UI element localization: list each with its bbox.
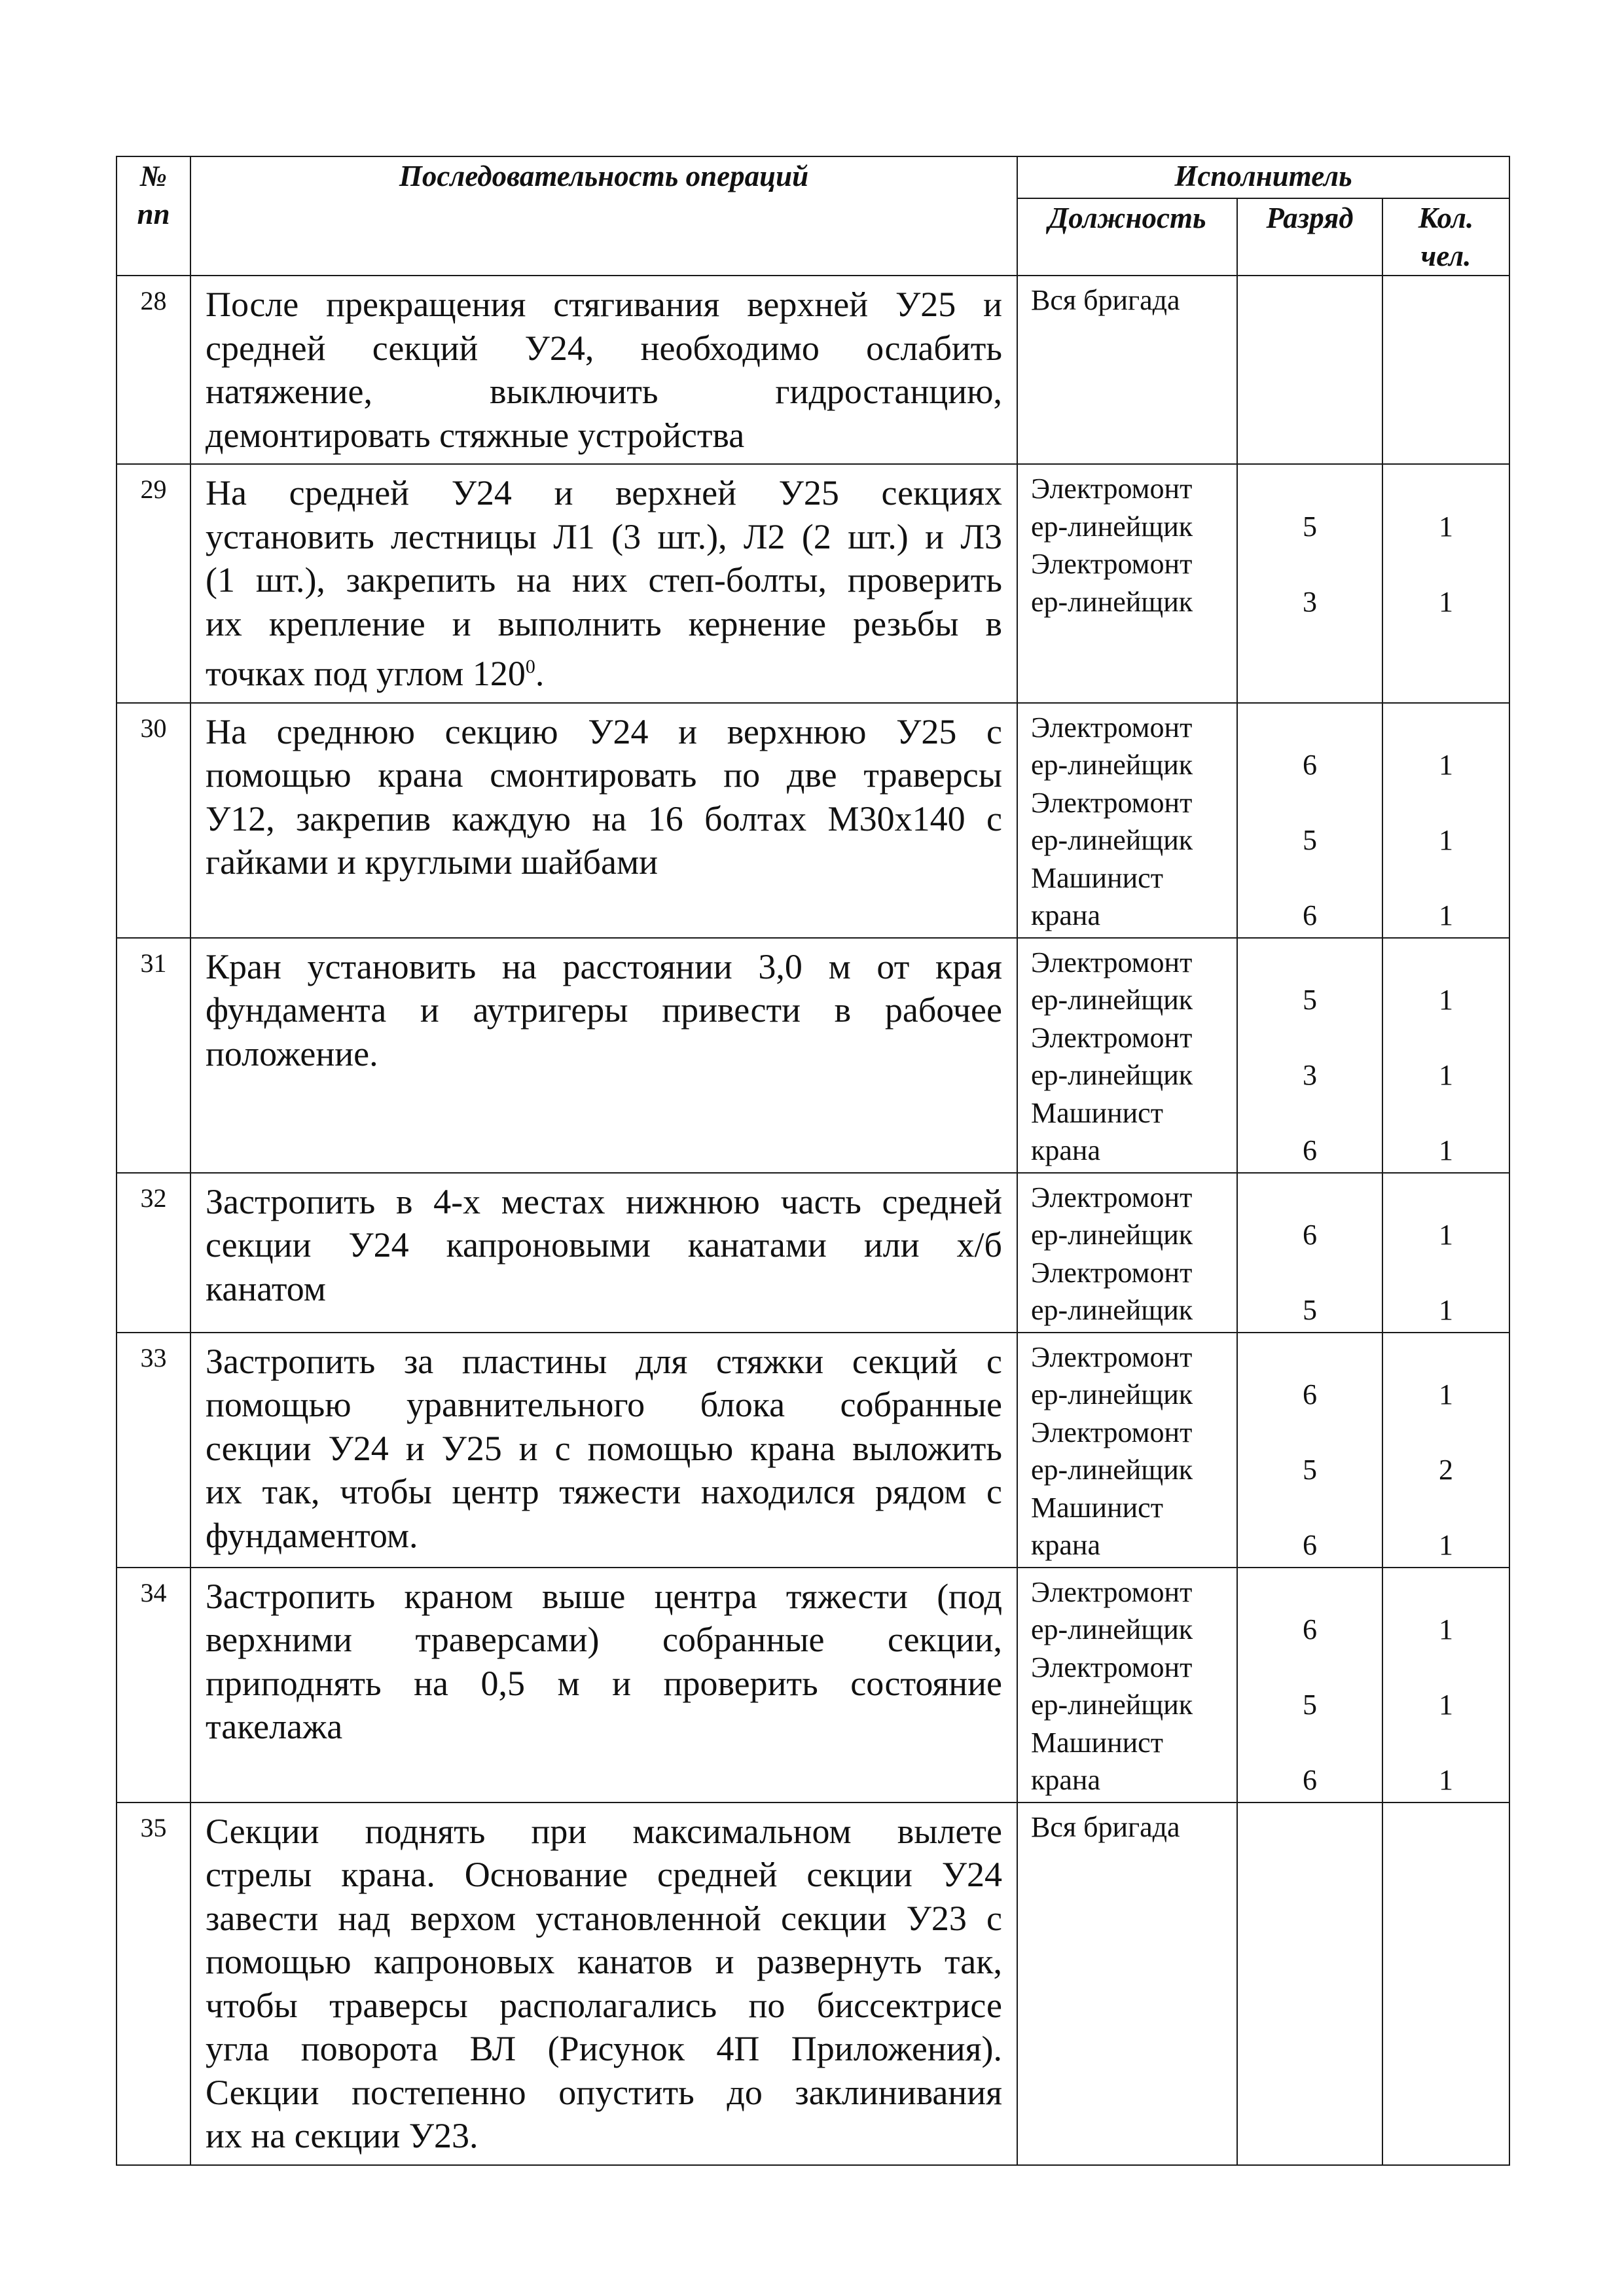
executor-grade-cell [1237, 1568, 1382, 1803]
operation-description [190, 703, 1017, 938]
executor-position: ер-линейщик [1031, 984, 1193, 1016]
executor-grade: 5 [1303, 510, 1317, 543]
executor-position: Электромонт [1031, 1021, 1193, 1054]
description-line: завести над верхом установленной секции У23 с [206, 1898, 1002, 1938]
executor-grade: 6 [1303, 1219, 1317, 1251]
executor-count [1383, 1573, 1509, 1611]
executor-count: 1 [1439, 585, 1454, 618]
header-position: Должность [1017, 198, 1237, 276]
table-row [117, 464, 1509, 703]
description-line: Застропить в 4-х местах нижнюю часть средней [206, 1181, 1002, 1221]
description-line: стрелы крана. Основание средней секции У24 [206, 1855, 1002, 1894]
description-line: секции У24 и У25 и с помощью крана выложить [206, 1428, 1002, 1468]
description-line: установить лестницы Л1 (3 шт.), Л2 (2 шт.) и Л3 [206, 516, 1002, 556]
description-line-tail: . [535, 654, 545, 693]
executor-position: Машинист [1031, 1491, 1163, 1524]
executor-position-cell [1017, 1803, 1237, 2165]
executor-position: Электромонт [1031, 1181, 1193, 1213]
row-number: 34 [117, 1568, 190, 1803]
table-row [117, 1173, 1509, 1333]
executor-position: ер-линейщик [1031, 1219, 1193, 1251]
executor-count: 1 [1439, 1219, 1454, 1251]
table-row [117, 1333, 1509, 1568]
operation-description [190, 1173, 1017, 1333]
executor-grade [1238, 1179, 1382, 1217]
operation-description [190, 1333, 1017, 1568]
description-line: верхними траверсами) собранные секции, [206, 1620, 1002, 1659]
executor-position: крана [1031, 1134, 1100, 1166]
description-line: Застропить краном выше центра тяжести (под [206, 1576, 1002, 1616]
executor-count [1383, 281, 1509, 319]
executor-count [1383, 1179, 1509, 1217]
executor-grade [1238, 1414, 1382, 1452]
executor-count-cell [1382, 703, 1509, 938]
header-num-sub: пп [137, 198, 170, 230]
executor-grade [1238, 1019, 1382, 1057]
executor-position: Электромонт [1031, 711, 1193, 744]
description-line: положение. [206, 1033, 378, 1073]
executor-grade [1238, 1808, 1382, 1846]
executor-count: 2 [1439, 1454, 1454, 1486]
executor-position: ер-линейщик [1031, 1378, 1193, 1410]
executor-position: Электромонт [1031, 1340, 1193, 1373]
executor-position: Машинист [1031, 1726, 1163, 1759]
executor-grade [1238, 1489, 1382, 1527]
executor-position: ер-линейщик [1031, 824, 1193, 856]
executor-count-cell [1382, 1568, 1509, 1803]
table-row [117, 1568, 1509, 1803]
executor-count [1383, 944, 1509, 982]
description-line: У12, закрепив каждую на 16 болтах М30х140 с [206, 798, 1002, 838]
executor-position-cell [1017, 276, 1237, 464]
executor-position-cell [1017, 1568, 1237, 1803]
executor-grade [1238, 784, 1382, 822]
executor-position: ер-линейщик [1031, 1613, 1193, 1645]
description-line: Секции постепенно опустить до заклинивания [206, 2072, 1002, 2112]
executor-grade-cell [1237, 1173, 1382, 1333]
executor-grade [1238, 281, 1382, 319]
executor-position: ер-линейщик [1031, 585, 1193, 618]
executor-count: 1 [1439, 899, 1454, 931]
executor-grade [1238, 944, 1382, 982]
executor-position: Электромонт [1031, 1651, 1193, 1683]
executor-grade [1238, 1649, 1382, 1687]
executor-position: ер-линейщик [1031, 749, 1193, 781]
executor-count: 1 [1439, 1764, 1454, 1796]
executor-count: 1 [1439, 510, 1454, 543]
description-line: их так, чтобы центр тяжести находился рядом с [206, 1472, 1002, 1511]
description-line: помощью капроновых канатов и развернуть так, [206, 1942, 1002, 1981]
description-line: канатом [206, 1268, 326, 1308]
description-line: секции У24 капроновыми канатами или х/б [206, 1225, 1002, 1265]
table-body [117, 276, 1509, 2165]
executor-count [1383, 1649, 1509, 1687]
executor-count [1383, 709, 1509, 747]
executor-grade-cell [1237, 703, 1382, 938]
executor-grade [1238, 1254, 1382, 1292]
operations-table [116, 156, 1510, 2166]
executor-grade: 5 [1303, 1294, 1317, 1326]
description-line: фундаментом. [206, 1515, 418, 1555]
executor-count [1383, 859, 1509, 897]
executor-position: Вся бригада [1031, 284, 1180, 316]
header-num: № [139, 160, 168, 192]
executor-position: Электромонт [1031, 1575, 1193, 1608]
superscript-degree: 0 [525, 656, 535, 677]
executor-position-cell [1017, 464, 1237, 703]
executor-grade-cell [1237, 276, 1382, 464]
executor-count-cell [1382, 1803, 1509, 2165]
row-number: 35 [117, 1803, 190, 2165]
header-count-cell [1382, 198, 1509, 276]
executor-count-cell [1382, 464, 1509, 703]
executor-position: Электромонт [1031, 786, 1193, 819]
executor-count [1383, 1254, 1509, 1292]
description-line: их на секции У23. [206, 2116, 478, 2155]
executor-position: ер-линейщик [1031, 510, 1193, 543]
description-line: Застропить за пластины для стяжки секций с [206, 1341, 1002, 1381]
header-num-cell [117, 156, 190, 276]
executor-position-cell [1017, 703, 1237, 938]
header-operations: Последовательность операций [190, 156, 1017, 276]
executor-count: 1 [1439, 984, 1454, 1016]
executor-position: Машинист [1031, 861, 1163, 894]
description-line: помощью крана смонтировать по две траверсы [206, 755, 1002, 795]
executor-position: ер-линейщик [1031, 1689, 1193, 1721]
description-line: На средней У24 и верхней У25 секциях [206, 473, 1002, 512]
executor-count [1383, 1489, 1509, 1527]
executor-position: крана [1031, 1529, 1100, 1561]
executor-position: Электромонт [1031, 548, 1193, 580]
operation-description [190, 276, 1017, 464]
executor-count [1383, 545, 1509, 583]
header-count: Кол. [1418, 202, 1474, 234]
description-line-text: точках под углом 120 [206, 654, 526, 693]
row-number: 32 [117, 1173, 190, 1333]
description-line: чтобы траверсы располагались по биссектрисе [206, 1985, 1002, 2025]
description-line: Кран установить на расстоянии 3,0 м от края [206, 946, 1002, 986]
description-line: фундамента и аутригеры привести в рабочее [206, 990, 1002, 1030]
operation-description [190, 1803, 1017, 2165]
description-line: угла поворота ВЛ (Рисунок 4П Приложения). [206, 2029, 1002, 2068]
executor-count: 1 [1439, 1134, 1454, 1166]
executor-grade: 5 [1303, 1454, 1317, 1486]
executor-count: 1 [1439, 1613, 1454, 1645]
description-line: помощью уравнительного блока собранные [206, 1385, 1002, 1424]
executor-count: 1 [1439, 1378, 1454, 1410]
executor-grade: 3 [1303, 585, 1317, 618]
executor-count [1383, 1414, 1509, 1452]
table-row [117, 1803, 1509, 2165]
executor-position-cell [1017, 1173, 1237, 1333]
executor-position: ер-линейщик [1031, 1059, 1193, 1091]
executor-grade: 6 [1303, 899, 1317, 931]
row-number: 33 [117, 1333, 190, 1568]
executor-count [1383, 1338, 1509, 1376]
executor-grade-cell [1237, 464, 1382, 703]
executor-count: 1 [1439, 1529, 1454, 1561]
executor-grade [1238, 859, 1382, 897]
executor-count [1383, 1019, 1509, 1057]
description-line: средней секций У24, необходимо ослабить [206, 328, 1002, 368]
executor-position: крана [1031, 1764, 1100, 1796]
header-grade: Разряд [1237, 198, 1382, 276]
executor-grade [1238, 1338, 1382, 1376]
description-line: После прекращения стягивания верхней У25 и [206, 285, 1002, 324]
executor-count [1383, 1724, 1509, 1762]
executor-count: 1 [1439, 1059, 1454, 1091]
description-line: Секции поднять при максимальном вылете [206, 1811, 1002, 1851]
header-row-top [117, 156, 1509, 198]
description-line: их крепление и выполнить кернение резьбы в [206, 603, 1002, 643]
executor-grade: 6 [1303, 1613, 1317, 1645]
description-line: такелажа [206, 1707, 343, 1746]
description-line: демонтировать стяжные устройства [206, 415, 745, 455]
description-line [206, 645, 1002, 696]
description-line: гайками и круглыми шайбами [206, 842, 659, 882]
executor-count-cell [1382, 276, 1509, 464]
executor-grade [1238, 470, 1382, 508]
executor-grade: 6 [1303, 1529, 1317, 1561]
executor-count-cell [1382, 938, 1509, 1173]
executor-position-cell [1017, 1333, 1237, 1568]
table-row [117, 938, 1509, 1173]
row-number: 31 [117, 938, 190, 1173]
executor-grade: 5 [1303, 984, 1317, 1016]
executor-grade: 6 [1303, 749, 1317, 781]
table-row [117, 703, 1509, 938]
operation-description [190, 1568, 1017, 1803]
description-line: приподнять на 0,5 м и проверить состояние [206, 1663, 1002, 1703]
executor-grade: 6 [1303, 1134, 1317, 1166]
executor-count [1383, 1094, 1509, 1132]
row-number: 30 [117, 703, 190, 938]
table-row [117, 276, 1509, 464]
executor-grade [1238, 1573, 1382, 1611]
executor-grade-cell [1237, 1333, 1382, 1568]
executor-grade: 6 [1303, 1378, 1317, 1410]
operation-description [190, 938, 1017, 1173]
executor-position: ер-линейщик [1031, 1294, 1193, 1326]
executor-position-cell [1017, 938, 1237, 1173]
executor-position: крана [1031, 899, 1100, 931]
executor-position: Электромонт [1031, 473, 1193, 505]
header-executor: Исполнитель [1017, 156, 1509, 198]
executor-position: Электромонт [1031, 1416, 1193, 1448]
description-line: (1 шт.), закрепить на них степ-болты, проверить [206, 560, 1002, 600]
executor-grade-cell [1237, 1803, 1382, 2165]
executor-count [1383, 1808, 1509, 1846]
executor-count: 1 [1439, 1689, 1454, 1721]
executor-grade [1238, 709, 1382, 747]
executor-grade: 3 [1303, 1059, 1317, 1091]
executor-grade [1238, 1094, 1382, 1132]
executor-grade: 5 [1303, 1689, 1317, 1721]
executor-position: Вся бригада [1031, 1810, 1180, 1843]
executor-position: ер-линейщик [1031, 1454, 1193, 1486]
description-line: натяжение, выключить гидростанцию, [206, 372, 1002, 411]
operation-description [190, 464, 1017, 703]
executor-grade-cell [1237, 938, 1382, 1173]
executor-grade [1238, 545, 1382, 583]
executor-grade: 5 [1303, 824, 1317, 856]
executor-count-cell [1382, 1173, 1509, 1333]
description-line: На среднюю секцию У24 и верхнюю У25 с [206, 711, 1002, 751]
executor-position: Машинист [1031, 1096, 1163, 1129]
header-count-sub: чел. [1420, 240, 1471, 272]
executor-position: Электромонт [1031, 1256, 1193, 1289]
executor-count: 1 [1439, 749, 1454, 781]
executor-count [1383, 470, 1509, 508]
executor-count-cell [1382, 1333, 1509, 1568]
executor-count: 1 [1439, 824, 1454, 856]
executor-position: Электромонт [1031, 946, 1193, 978]
executor-count: 1 [1439, 1294, 1454, 1326]
row-number: 28 [117, 276, 190, 464]
row-number: 29 [117, 464, 190, 703]
executor-count [1383, 784, 1509, 822]
executor-grade: 6 [1303, 1764, 1317, 1796]
executor-grade [1238, 1724, 1382, 1762]
